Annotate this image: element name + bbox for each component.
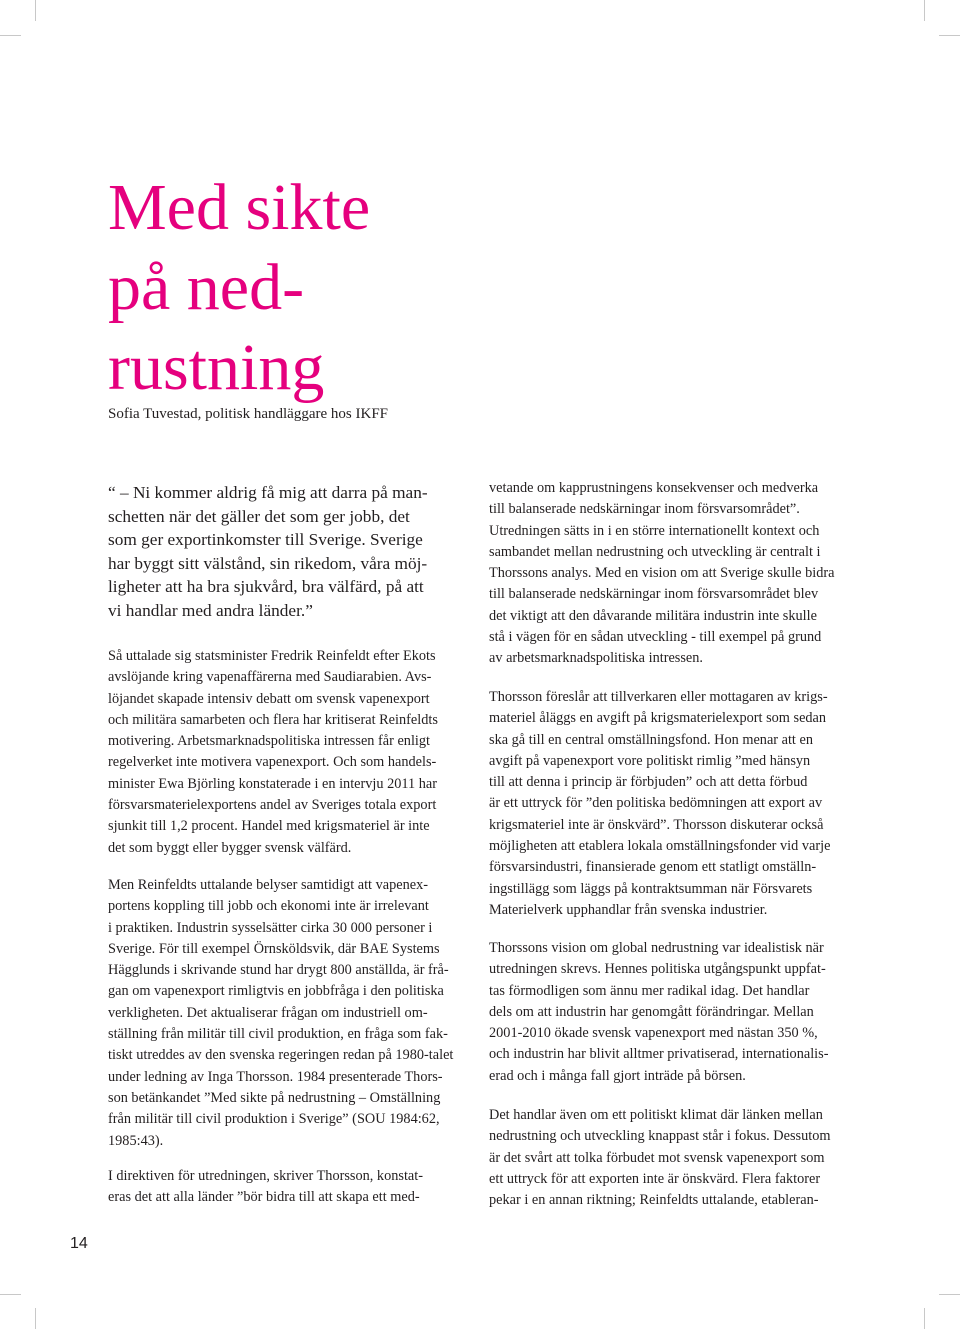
text-line: krigsmateriel inte är önskvärd”. Thorsson diskuterar också	[489, 816, 824, 833]
text-line: till balanserade nedskärningar inom försvarsområdet blev	[489, 586, 819, 603]
text-line: eras det att alla länder ”bör bidra till att skapa ett med-	[108, 1189, 420, 1206]
text-line: är ett uttryck för ”den politiska bedömningen att export av	[489, 795, 823, 812]
text-line: regelverket inte motivera vapenexport. Och som handels-	[108, 754, 437, 771]
pull-quote	[108, 481, 468, 622]
right-paragraph-2	[489, 687, 861, 921]
text-line: Det handlar även om ett politiskt klimat där länken mellan	[489, 1107, 823, 1123]
text-line: till att denna i princip är förbjuden” och att detta förbud	[489, 774, 808, 791]
text-line: möjligheten att etablera lokala omställningsfonder vid varje	[489, 838, 831, 855]
quote-line: som ger exportinkomster till Sverige. Sverige	[108, 530, 423, 549]
quote-line: “ – Ni kommer aldrig få mig att darra på man-	[108, 483, 428, 502]
text-line: erad och i många fall gjort inträde på börsen.	[489, 1067, 746, 1084]
text-line: till balanserade nedskärningar inom försvarsområdet”.	[489, 501, 800, 518]
text-line: portens koppling till jobb och ekonomi inte är irrelevant	[108, 898, 429, 915]
text-line: det viktigt att den dåvarande militära industrin inte skulle	[489, 607, 817, 624]
page-number: 14	[70, 1235, 88, 1252]
text-line: ställning från militär till civil produktion, en fråga som fak-	[108, 1026, 448, 1043]
text-line: av arbetsmarknadspolitiska intressen.	[489, 650, 703, 667]
title-line: rustning	[108, 331, 325, 404]
text-line: gan om vapenexport rimligtvis en jobbfråga i den politiska	[108, 983, 444, 1000]
text-line: 2001-2010 ökade svensk vapenexport med nästan 350 %,	[489, 1025, 818, 1042]
left-paragraph-1	[108, 646, 480, 859]
text-line: verkligheten. Det aktualiserar frågan om industriell om-	[108, 1004, 428, 1021]
crop-mark-top-right-h	[939, 35, 960, 36]
text-line: nedrustning och utveckling knappast står i fokus. Dessutom	[489, 1128, 831, 1145]
right-paragraph-3	[489, 938, 861, 1087]
text-line: försvarsmaterielexportens andel av Sveriges totala export	[108, 797, 437, 814]
text-line: i praktiken. Industrin sysselsätter cirka 30 000 personer i	[108, 919, 433, 936]
crop-mark-bottom-left-h	[0, 1294, 21, 1295]
text-line: Thorsson föreslår att tillverkaren eller mottagaren av krigs-	[489, 689, 828, 705]
text-line: avslöjande kring vapenaffärerna med Saudiarabien. Avs-	[108, 669, 432, 686]
text-line: Thorssons analys. Med en vision om att Sverige skulle bidra	[489, 565, 835, 582]
text-line: minister Ewa Björling konstaterade i en intervju 2011 har	[108, 775, 438, 792]
text-line: pekar i en annan riktning; Reinfeldts uttalande, etableran-	[489, 1192, 819, 1209]
text-line: Hägglunds i skrivande stund har drygt 800 anställda, är frå-	[108, 962, 449, 979]
quote-line: vi handlar med andra länder.”	[108, 600, 313, 620]
text-line: tas förmodligen som ännu mer radikal idag. Det handlar	[489, 982, 810, 999]
title-line: Med sikte	[108, 171, 371, 244]
text-line: motivering. Arbetsmarknadspolitiska intressen får enligt	[108, 733, 431, 750]
text-line: försvarsindustri, finansierade genom ett statligt omställn-	[489, 859, 817, 876]
text-line: under ledning av Inga Thorsson. 1984 presenterade Thors-	[108, 1068, 443, 1085]
text-line: ska gå till en central omställningsfond. Hon menar att en	[489, 731, 813, 748]
text-line: tiskt utreddes av den svenska regeringen redan på 1980-talet	[108, 1047, 454, 1064]
text-line: löjandet skapade intensiv debatt om svensk vapenexport	[108, 690, 430, 707]
quote-line: ligheter att ha bra sjukvård, bra välfärd, på att	[108, 577, 424, 596]
text-line: och industrin har blivit alltmer privatiserad, internationalis-	[489, 1046, 829, 1063]
text-line: son betänkandet ”Med sikte på nedrustning – Omställning	[108, 1089, 441, 1106]
text-line: Thorssons vision om global nedrustning var idealistisk när	[489, 940, 824, 956]
text-line: Så uttalade sig statsminister Fredrik Reinfeldt efter Ekots	[108, 648, 436, 664]
text-line: Utredningen sätts in i en större internationellt kontext och	[489, 522, 820, 539]
text-line: ett uttryck för att exporten inte är önskvärd. Flera faktorer	[489, 1170, 821, 1187]
byline: Sofia Tuvestad, politisk handläggare hos IKFF	[108, 406, 388, 422]
text-line: sambandet mellan nedrustning och utveckling är centralt i	[489, 543, 821, 560]
quote-line: schetten när det gäller det som ger jobb, det	[108, 506, 410, 526]
text-line: dels om att industrin har genomgått förändringar. Mellan	[489, 1003, 814, 1020]
text-line: är det svårt att tolka förbudet mot svensk vapenexport som	[489, 1149, 825, 1166]
text-line: vetande om kapprustningens konsekvenser och medverka	[489, 480, 819, 496]
title-line: på ned-	[108, 251, 305, 324]
left-paragraph-3	[108, 1166, 480, 1209]
text-line: det som byggt eller bygger svensk välfärd.	[108, 839, 352, 856]
right-paragraph-4	[489, 1105, 861, 1211]
text-line: avgift på vapenexport vore politiskt rimlig ”med hänsyn	[489, 752, 811, 769]
crop-mark-top-left-v	[35, 0, 36, 21]
text-line: 1985:43).	[108, 1132, 164, 1149]
text-line: ingstillägg som läggs på kontraktsumman när Försvarets	[489, 880, 813, 897]
crop-mark-top-left-h	[0, 35, 21, 36]
text-line: från militär till civil produktion i Sverige” (SOU 1984:62,	[108, 1111, 440, 1128]
crop-mark-bottom-left-v	[35, 1308, 36, 1329]
article-title	[108, 168, 488, 408]
text-line: utredningen skrevs. Hennes politiska utgångspunkt uppfat-	[489, 961, 826, 978]
text-line: stå i vägen för en sådan utveckling - till exempel på grund	[489, 629, 822, 646]
text-line: I direktiven för utredningen, skriver Thorsson, konstat-	[108, 1168, 423, 1184]
crop-mark-top-right-v	[924, 0, 925, 21]
quote-line: har byggt sitt välstånd, sin rikedom, våra möj-	[108, 553, 428, 573]
text-line: sjunkit till 1,2 procent. Handel med krigsmateriel är inte	[108, 818, 430, 835]
text-line: och militära samarbeten och flera har kritiserat Reinfeldts	[108, 711, 438, 728]
right-paragraph-1	[489, 478, 861, 670]
text-line: Men Reinfeldts uttalande belyser samtidigt att vapenex-	[108, 877, 428, 893]
crop-mark-bottom-right-v	[924, 1308, 925, 1329]
text-line: Materielverk upphandlar från svenska industrier.	[489, 901, 768, 918]
text-line: Sverige. För till exempel Örnsköldsvik, där BAE Systems	[108, 940, 440, 957]
crop-mark-bottom-right-h	[939, 1294, 960, 1295]
text-line: materiel åläggs en avgift på krigsmaterielexport som sedan	[489, 710, 827, 727]
left-paragraph-2	[108, 875, 480, 1152]
